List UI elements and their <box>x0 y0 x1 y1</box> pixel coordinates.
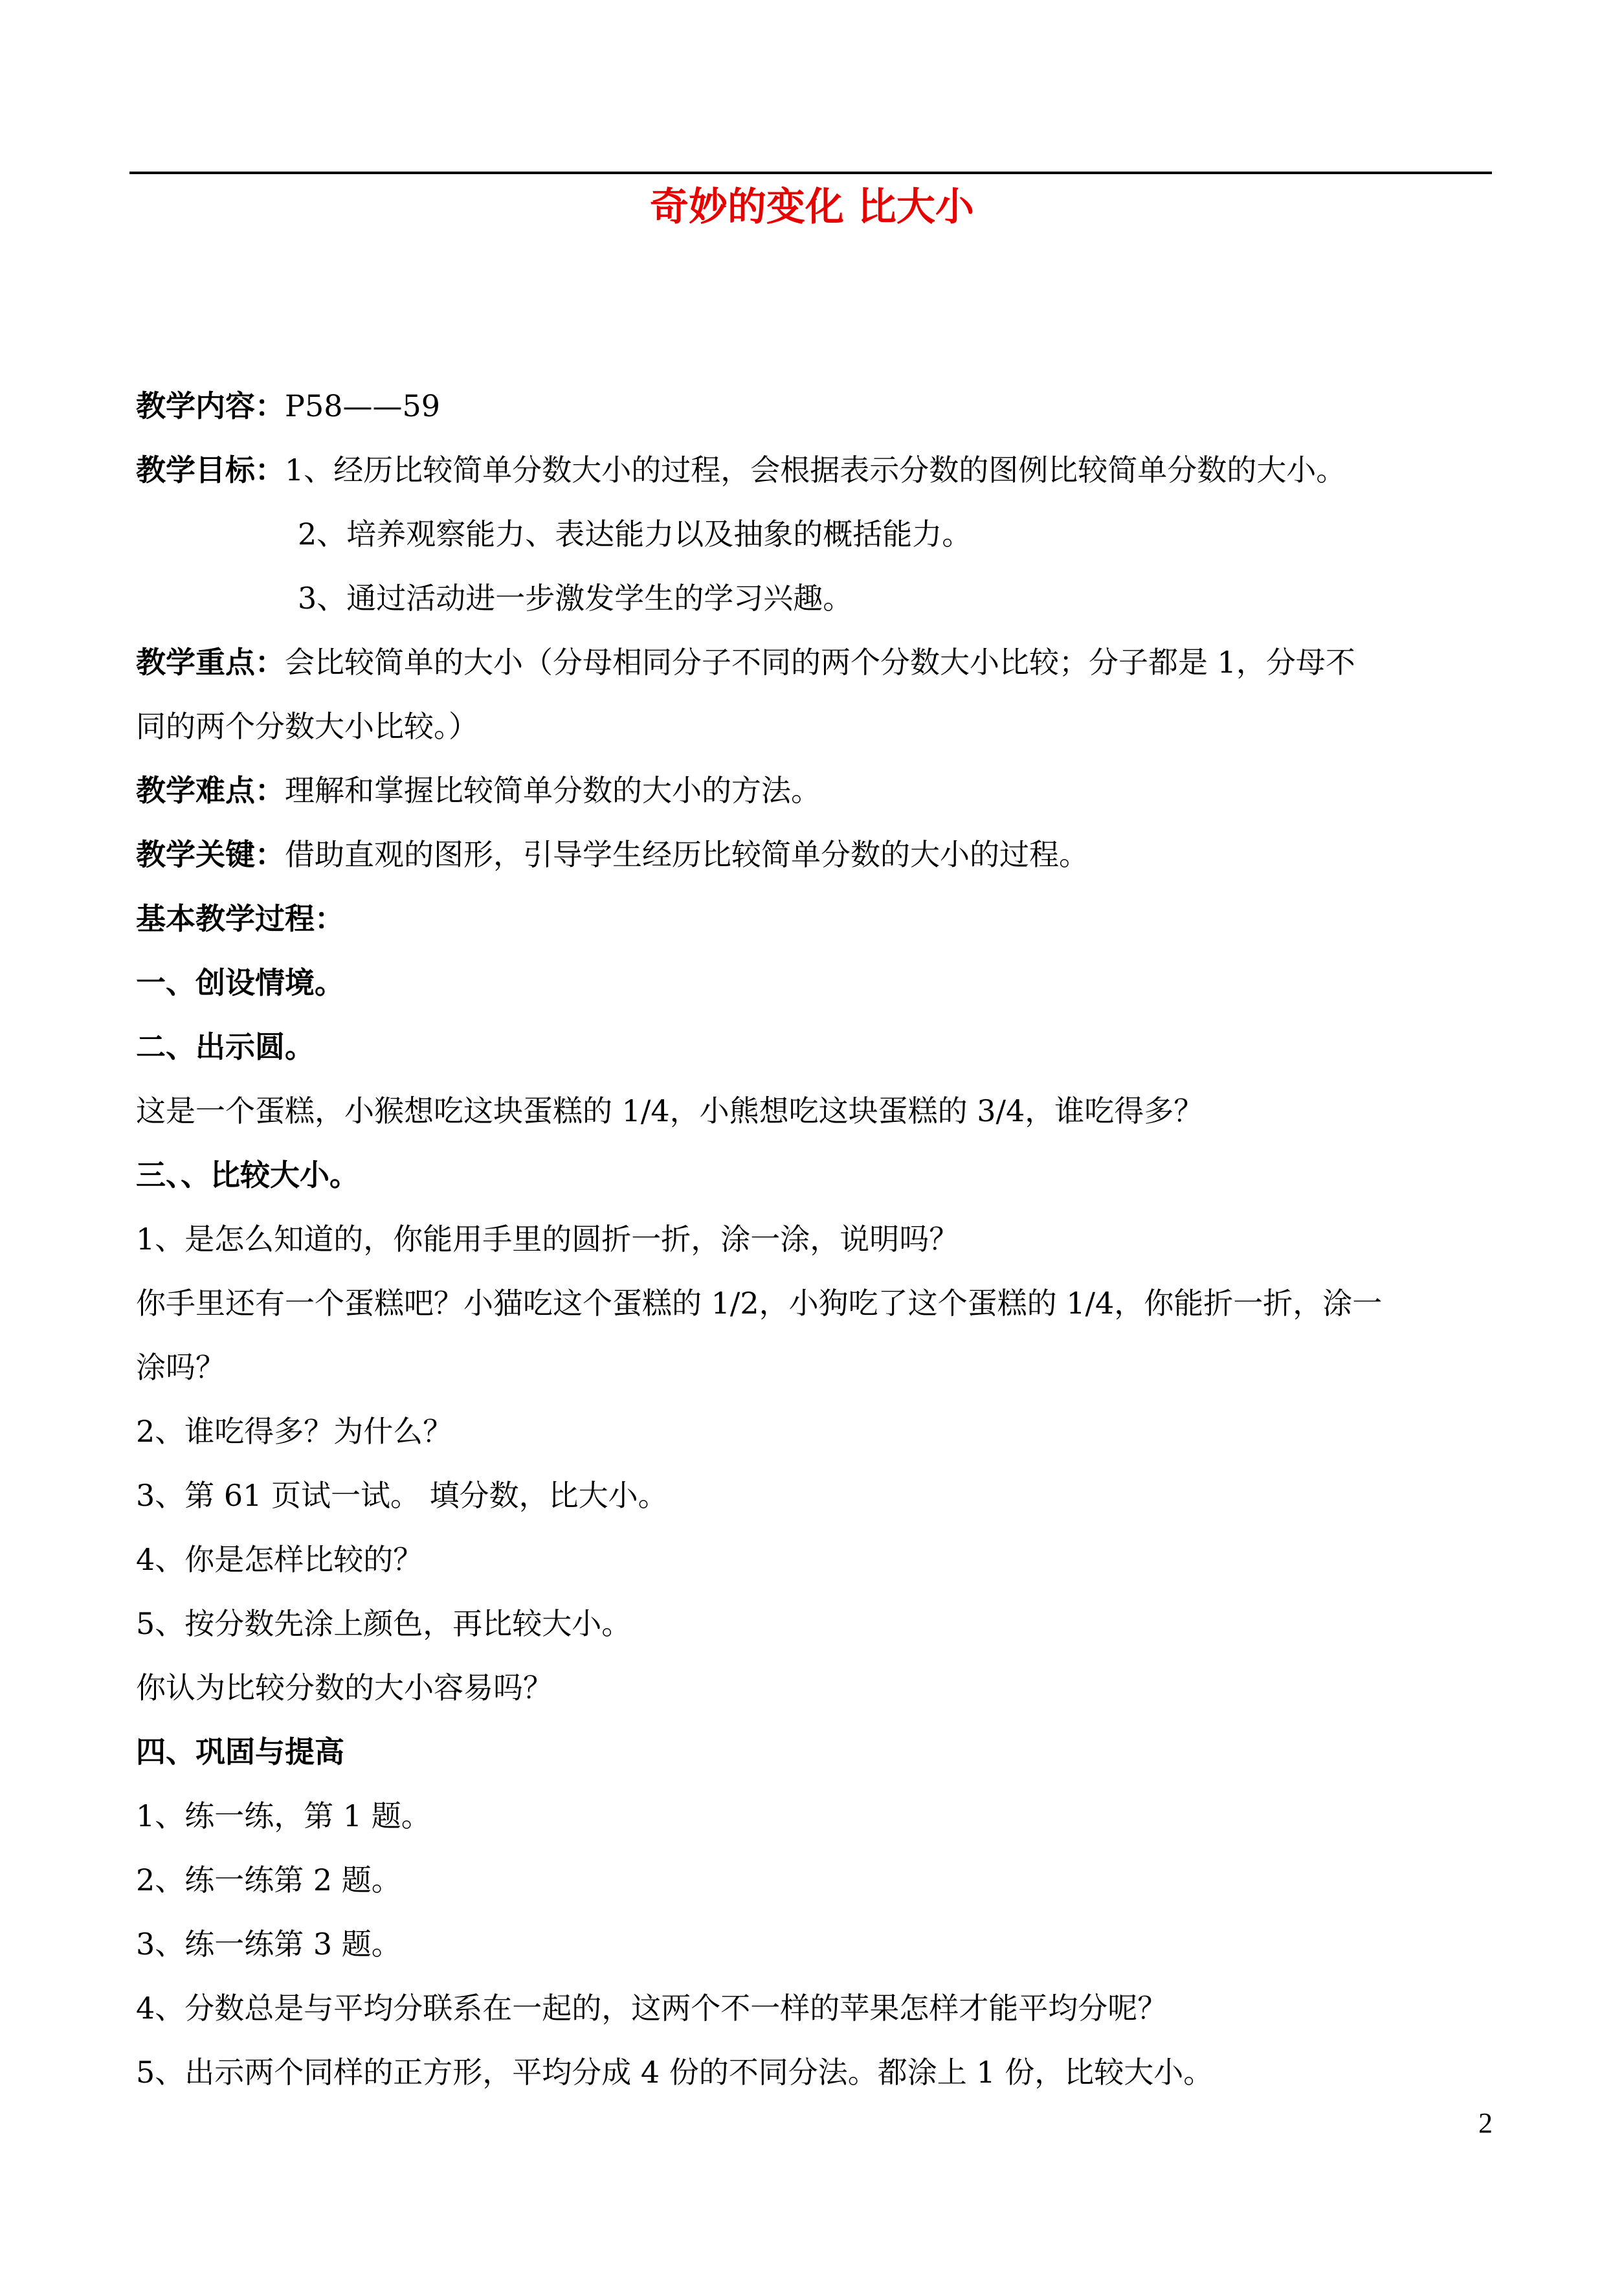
section-3-line-7: 5、按分数先涂上颜色，再比较大小。 <box>136 1606 632 1641</box>
key-points-text-1: 会比较简单的大小（分母相同分子不同的两个分数大小比较；分子都是 1，分母不 <box>285 645 1355 680</box>
teaching-objective-1: 1、经历比较简单分数大小的过程，会根据表示分数的图例比较简单分数的大小。 <box>285 453 1346 487</box>
process-heading: 基本教学过程： <box>136 901 344 936</box>
section-3-line-8: 你认为比较分数的大小容易吗？ <box>136 1670 553 1705</box>
difficulty-label: 教学难点： <box>136 773 285 808</box>
document-body <box>136 374 1495 2105</box>
difficulty-text: 理解和掌握比较简单分数的大小的方法。 <box>285 773 821 808</box>
section-4-line-2: 2、练一练第 2 题。 <box>136 1862 401 1897</box>
section-4-line-4: 4、分数总是与平均分联系在一起的，这两个不一样的苹果怎样才能平均分呢？ <box>136 1991 1168 2026</box>
section-4-line-1: 1、练一练，第 1 题。 <box>136 1798 431 1833</box>
key-points-line-1 <box>136 631 1495 695</box>
section-4-heading: 四、巩固与提高 <box>136 1734 344 1769</box>
teaching-content-line <box>136 374 1495 438</box>
teaching-objectives-label: 教学目标： <box>136 453 285 487</box>
document-title: 奇妙的变化 比大小 <box>650 185 974 230</box>
section-4-line-3: 3、练一练第 3 题。 <box>136 1927 401 1962</box>
section-1-heading: 一、创设情境。 <box>136 965 344 1000</box>
teaching-objective-2: 2、培养观察能力、表达能力以及抽象的概括能力。 <box>298 517 972 552</box>
teaching-objective-line-2 <box>136 502 1495 566</box>
section-4-line-5: 5、出示两个同样的正方形，平均分成 4 份的不同分法。都涂上 1 份，比较大小。 <box>136 2055 1214 2090</box>
section-3-line-5: 3、第 61 页试一试。 填分数，比大小。 <box>136 1478 668 1513</box>
teaching-key-text: 借助直观的图形，引导学生经历比较简单分数的大小的过程。 <box>285 837 1089 872</box>
teaching-objective-line-3 <box>136 566 1495 631</box>
section-3-line-3: 涂吗？ <box>136 1350 225 1385</box>
teaching-key-line <box>136 823 1495 887</box>
section-2-line-1: 这是一个蛋糕，小猴想吃这块蛋糕的 1/4，小熊想吃这块蛋糕的 3/4，谁吃得多？ <box>136 1093 1204 1128</box>
teaching-objective-line-1 <box>136 438 1495 502</box>
teaching-content-label: 教学内容： <box>136 388 285 423</box>
header-rule <box>129 172 1492 174</box>
teaching-key-label: 教学关键： <box>136 837 285 872</box>
section-2-heading: 二、出示圆。 <box>136 1029 315 1064</box>
teaching-objective-3: 3、通过活动进一步激发学生的学习兴趣。 <box>298 581 853 616</box>
teaching-content-text: P58——59 <box>285 388 441 423</box>
page-number: 2 <box>1478 2107 1493 2139</box>
section-3-line-1: 1、是怎么知道的，你能用手里的圆折一折，涂一涂，说明吗？ <box>136 1222 959 1257</box>
key-points-text-2: 同的两个分数大小比较。） <box>136 709 478 744</box>
key-points-label: 教学重点： <box>136 645 285 680</box>
section-3-line-2: 你手里还有一个蛋糕吧？小猫吃这个蛋糕的 1/2，小狗吃了这个蛋糕的 1/4，你能折一折，涂一 <box>136 1286 1383 1321</box>
key-points-line-2 <box>136 695 1495 759</box>
section-3-line-6: 4、你是怎样比较的？ <box>136 1542 423 1577</box>
section-3-line-4: 2、谁吃得多？为什么？ <box>136 1414 453 1449</box>
difficulty-line <box>136 759 1495 823</box>
section-3-heading: 三、、比较大小。 <box>136 1158 359 1192</box>
